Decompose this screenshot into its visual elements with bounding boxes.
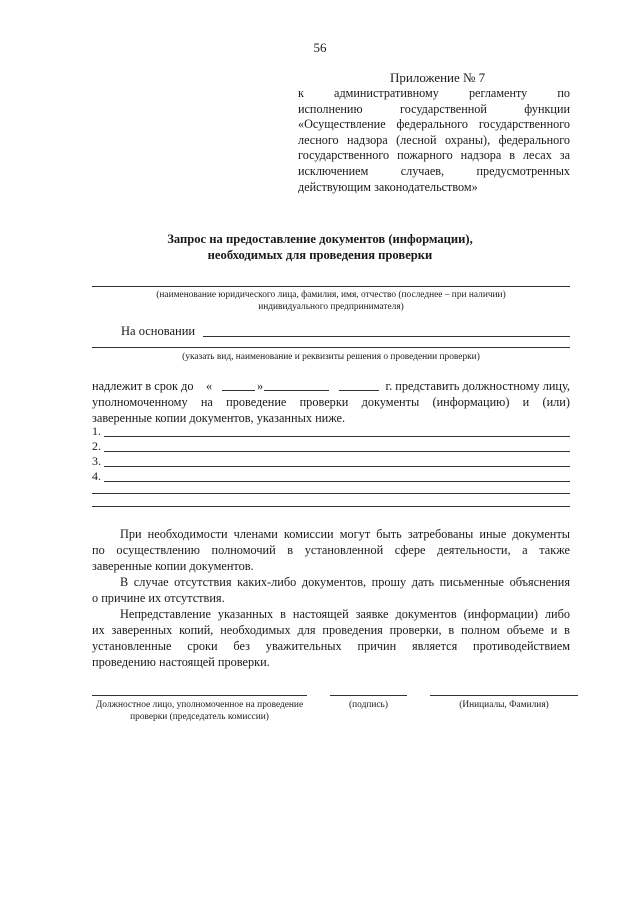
basis-caption: (указать вид, наименование и реквизиты решения о проведении проверки): [182, 352, 480, 362]
paragraph-line: проведению настоящей проверки.: [92, 655, 270, 669]
basis-field[interactable]: [203, 336, 570, 337]
paragraph-line: При необходимости членами комиссии могут быть затребованы иные документы: [120, 527, 570, 541]
appendix-line: действующим законодательством»: [298, 179, 478, 194]
appendix-line: «Осуществление федерального государственного: [298, 117, 570, 132]
deadline-text-start: надлежит в срок до: [92, 379, 194, 393]
official-caption-line2: проверки (председатель комиссии): [130, 712, 269, 722]
list-item: 1.: [92, 424, 101, 438]
basis-label: На основании: [121, 324, 196, 338]
appendix-line: лесного надзора (лесной охраны), федерального: [298, 132, 570, 147]
deadline-open-quote: «: [206, 379, 213, 393]
paragraph-line: В случае отсутствия каких-либо документов, прошу дать письменные объяснения: [120, 575, 570, 589]
deadline-day-field[interactable]: [222, 390, 255, 391]
appendix-line: к административному регламенту по: [298, 86, 570, 100]
deadline-year-field[interactable]: [339, 390, 379, 391]
document-title-line2: необходимых для проведения проверки: [207, 248, 433, 262]
body-paragraphs: [92, 526, 570, 670]
entity-caption-line2: индивидуального предпринимателя): [258, 302, 404, 312]
page-number: 56: [313, 40, 327, 55]
paragraph-line: заверенные копии документов.: [92, 559, 254, 573]
paragraph-line: их заверенных копий, необходимых для проведения проверки, в полном объеме и в: [92, 623, 570, 637]
list-item: 2.: [92, 439, 101, 453]
list-item-field[interactable]: [104, 451, 570, 452]
deadline-close-quote: »: [257, 379, 264, 393]
paragraph-line: по осуществлению полномочий в установленной сфере деятельности, а также: [92, 543, 570, 557]
entity-name-field[interactable]: [92, 286, 570, 287]
document-title: [0, 231, 640, 263]
paragraph-line: о причине их отсутствия.: [92, 591, 225, 605]
basis-field-continued[interactable]: [92, 347, 570, 348]
official-field[interactable]: [92, 695, 307, 696]
official-caption: [92, 699, 307, 723]
list-item-field[interactable]: [104, 436, 570, 437]
appendix-title: Приложение № 7: [390, 70, 486, 85]
list-extra-field[interactable]: [92, 506, 570, 507]
list-extra-field[interactable]: [92, 493, 570, 494]
deadline-text-end: г. представить должностному лицу,: [385, 379, 570, 393]
initials-field[interactable]: [430, 695, 578, 696]
appendix-line: государственного пожарного надзора в лесах за: [298, 148, 570, 163]
signature-field[interactable]: [330, 695, 407, 696]
appendix-line: исключением случаев, предусмотренных: [298, 163, 570, 178]
initials-caption: (Инициалы, Фамилия): [459, 700, 549, 710]
deadline-line3: заверенные копии документов, указанных ниже.: [92, 411, 346, 425]
entity-caption: [92, 289, 570, 313]
list-item: 3.: [92, 454, 101, 468]
list-item-field[interactable]: [104, 466, 570, 467]
appendix-line: исполнению государственной функции: [298, 101, 570, 116]
list-item-field[interactable]: [104, 481, 570, 482]
paragraph-line: Непредставление указанных в настоящей заявке документов (информации) либо: [120, 607, 570, 621]
paragraph-line: установленные сроки без уважительных причин является противодействием: [92, 639, 570, 653]
appendix-text: [298, 86, 570, 195]
deadline-month-field[interactable]: [264, 390, 329, 391]
deadline-paragraph: [92, 378, 570, 426]
signature-caption: (подпись): [349, 700, 388, 710]
list-item: 4.: [92, 469, 101, 483]
deadline-line2: уполномоченному на проведение проверки документы (информацию) и (или): [92, 395, 570, 409]
official-caption-line1: Должностное лицо, уполномоченное на проведение: [95, 700, 304, 710]
document-title-line1: Запрос на предоставление документов (информации),: [167, 232, 473, 246]
entity-caption-line1: (наименование юридического лица, фамилия, имя, отчество (последнее – при наличии): [156, 290, 506, 300]
